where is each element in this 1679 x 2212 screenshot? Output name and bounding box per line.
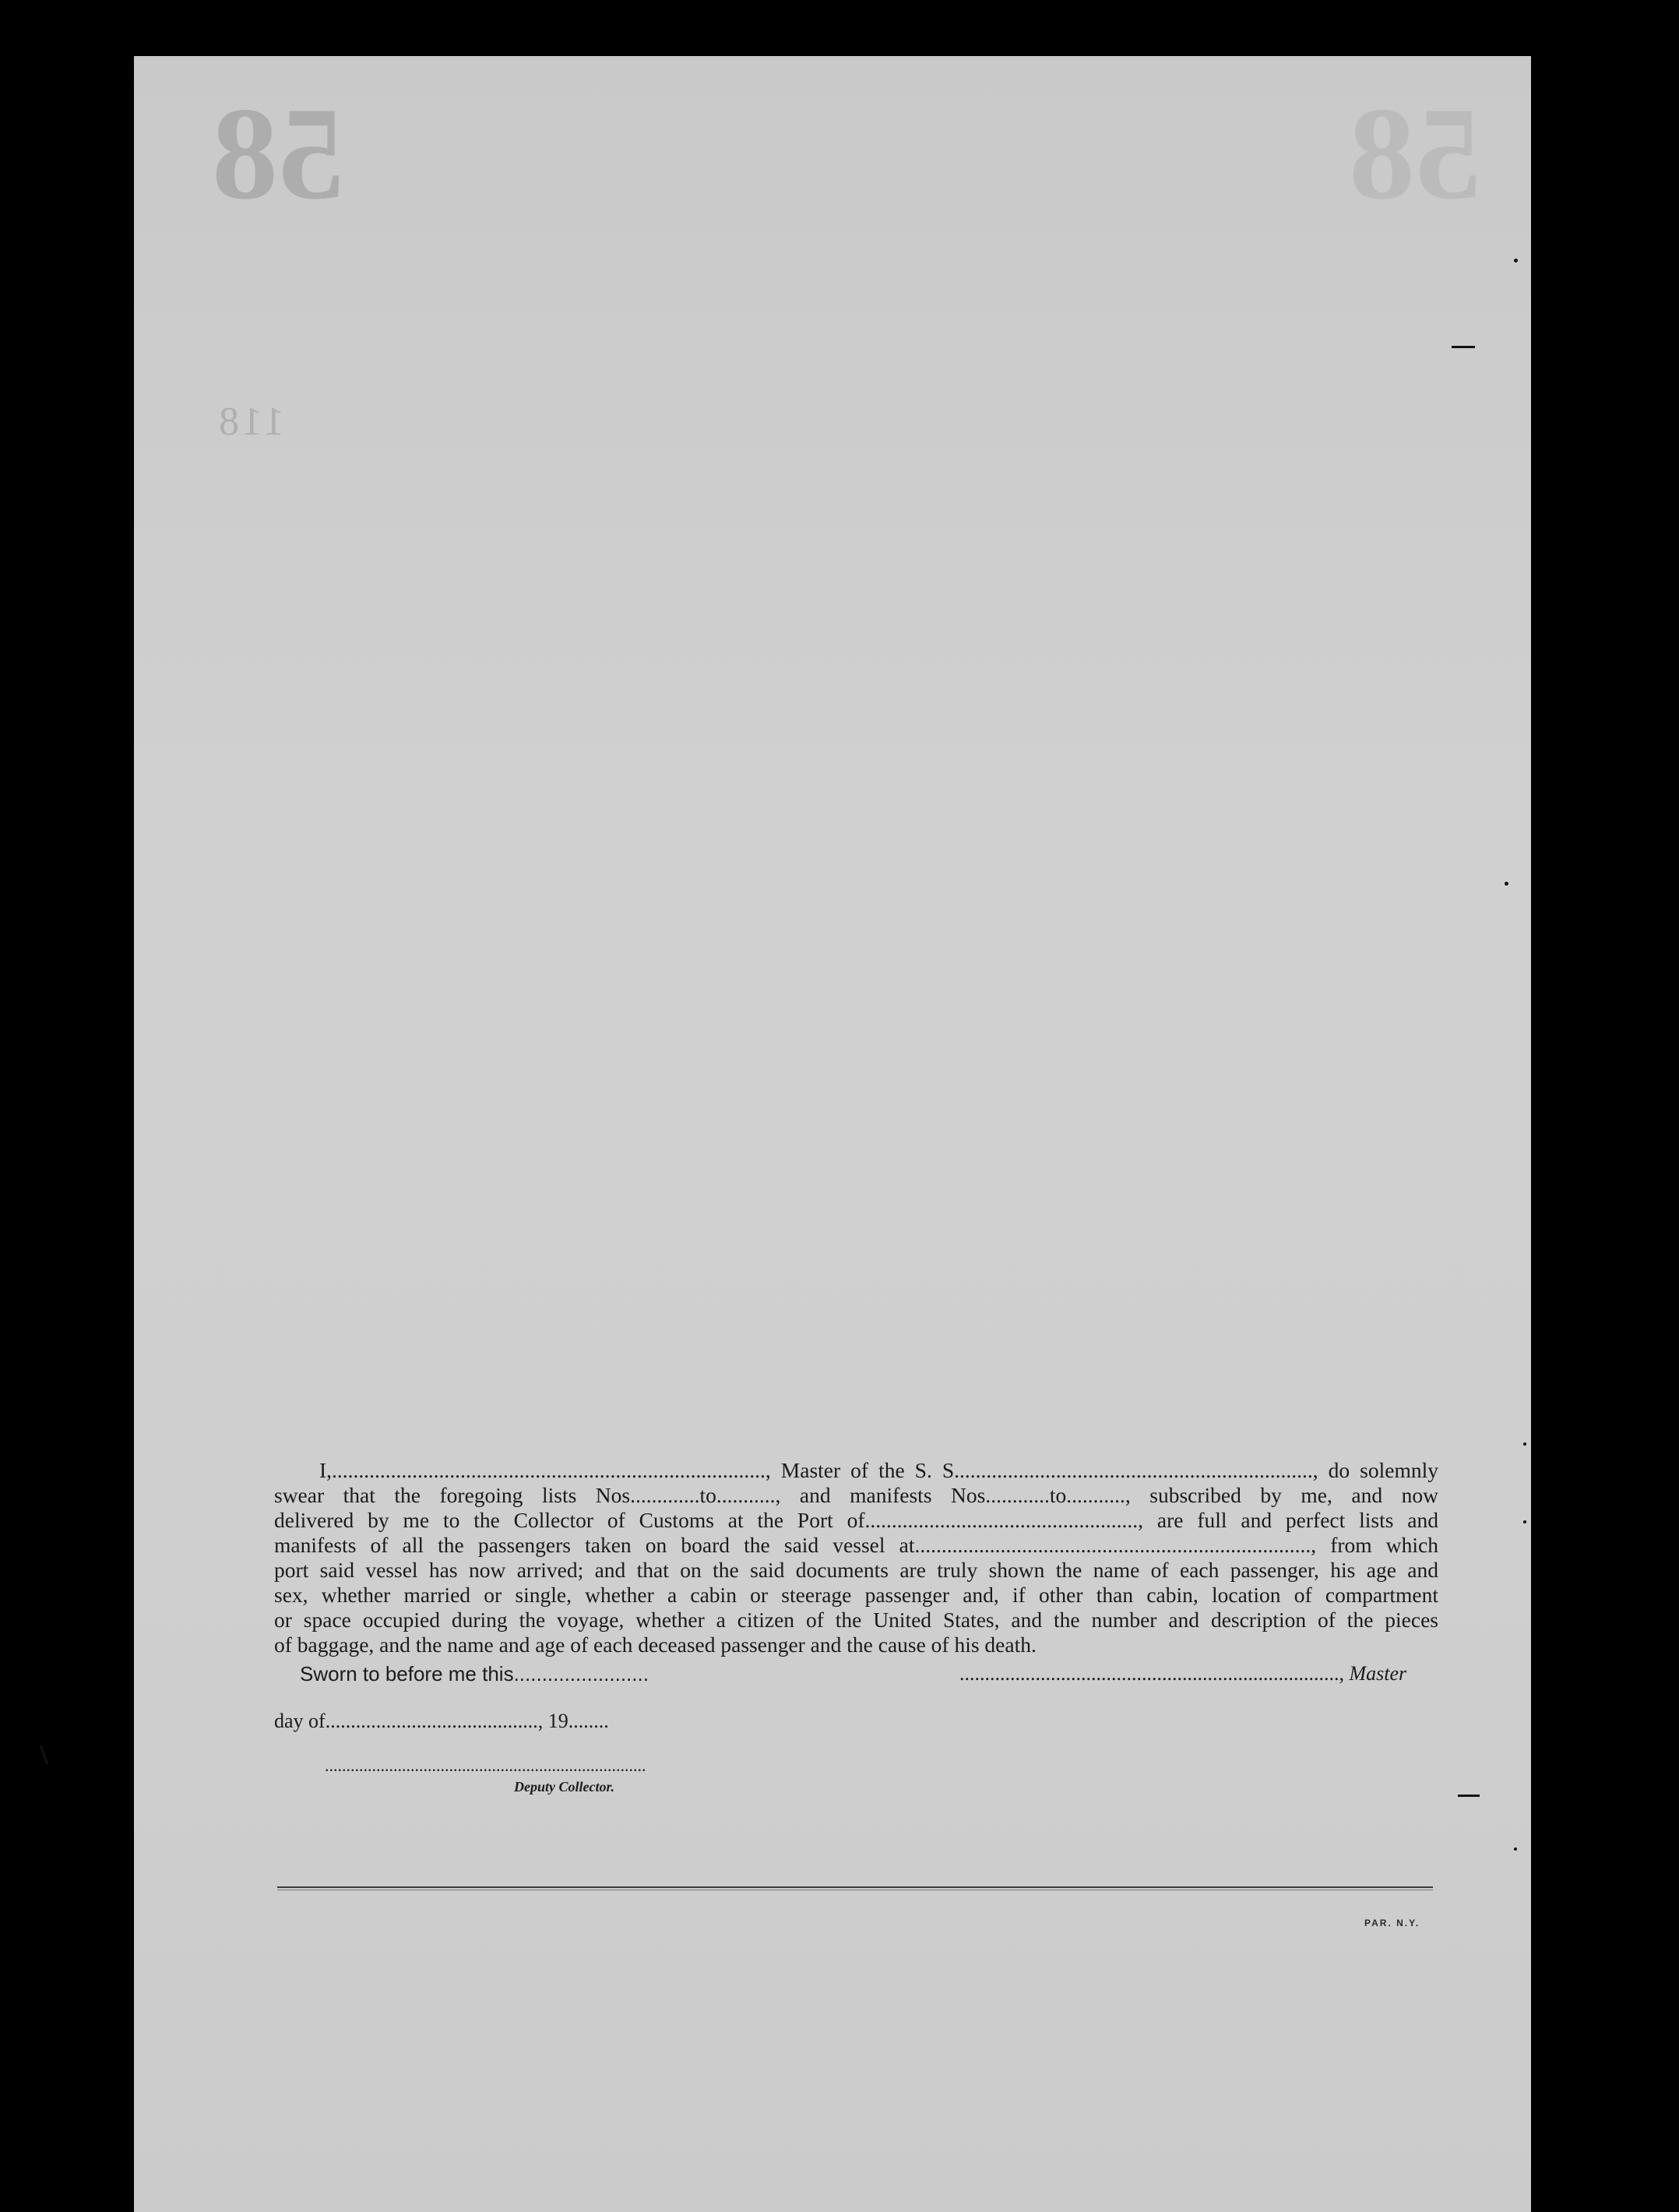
speck (1514, 1847, 1517, 1851)
oath-line-7: or space occupied during the voyage, whether a citizen of the United States, and the number and description of the pieces (274, 1608, 1438, 1632)
speck (1458, 1795, 1480, 1797)
speck (40, 1745, 49, 1764)
speck (1523, 1442, 1526, 1446)
speck (1523, 1520, 1526, 1523)
master-dots: ..........................................................................., (959, 1662, 1344, 1685)
bleed-through-stamp-left: 58 (212, 80, 344, 227)
oath-line-1: I,................................................................................., Master of the S. S..................................................................., do solemnly (319, 1458, 1438, 1482)
manifest-page (134, 56, 1531, 2212)
master-oath (274, 1458, 1438, 1657)
deputy-collector-label: Deputy Collector. (514, 1779, 614, 1795)
bottom-rule (277, 1886, 1433, 1888)
bleed-through-stamp-right: 58 (1349, 80, 1481, 227)
oath-line-3: delivered by me to the Collector of Customs at the Port of..................................................., are full and perfect lists and (274, 1508, 1438, 1532)
sworn-line: Sworn to before me this........................ (300, 1662, 649, 1685)
day-of-line: day of.........................................., 19........ (274, 1710, 609, 1732)
deputy-signature-dots: ........................................................................... (325, 1756, 646, 1775)
speck (1505, 882, 1508, 886)
speck (1452, 346, 1475, 348)
oath-line-4: manifests of all the passengers taken on board the said vessel at.........................................................................., from which (274, 1533, 1438, 1557)
printer-mark: PAR. N.Y. (1364, 1918, 1420, 1928)
oath-line-5: port said vessel has now arrived; and that on the said documents are truly shown the name of each passenger, his age and (274, 1558, 1438, 1582)
oath-line-8: of baggage, and the name and age of each deceased passenger and the cause of his death. (274, 1633, 1037, 1657)
master-label: Master (1349, 1662, 1407, 1685)
oath-line-6: sex, whether married or single, whether a cabin or steerage passenger and, if other than cabin, location of compartment (274, 1583, 1438, 1607)
bleed-through-number: 118 (216, 400, 285, 444)
speck (1514, 259, 1518, 262)
oath-line-2: swear that the foregoing lists Nos.............to..........., and manifests Nos............to..........., subscribed by me, and now (274, 1483, 1438, 1507)
master-signature-line (959, 1662, 1406, 1685)
